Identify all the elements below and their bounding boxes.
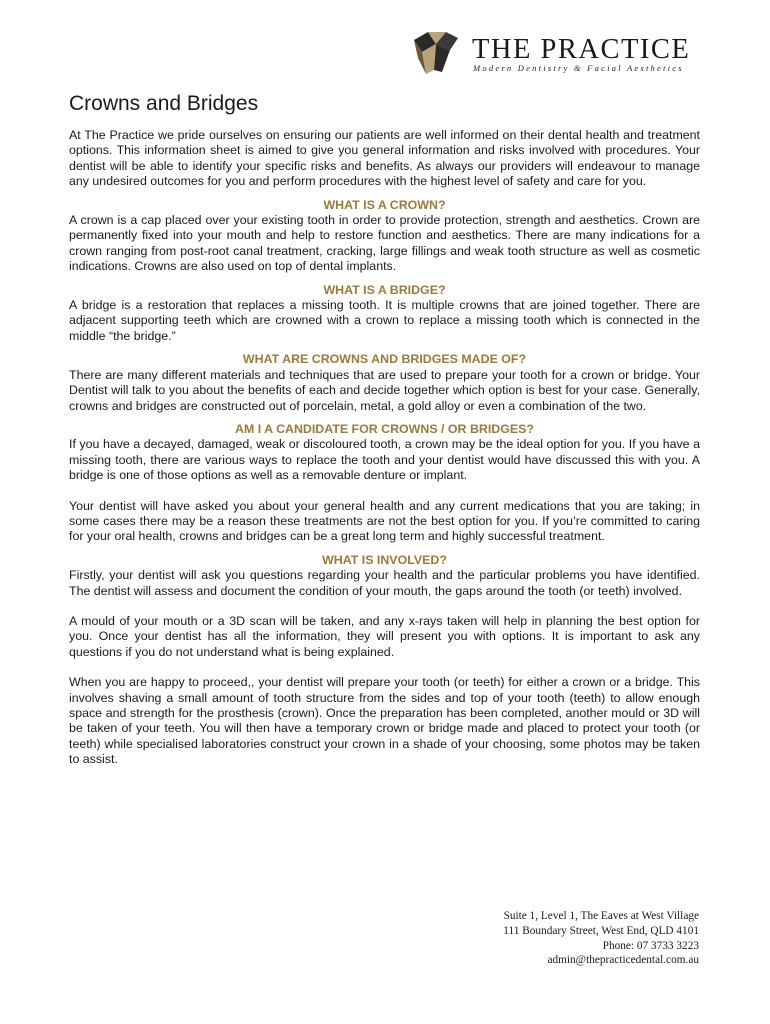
email-address: admin@thepracticedental.com.au bbox=[547, 954, 699, 967]
address-line-1: Suite 1, Level 1, The Eaves at West Village bbox=[503, 910, 699, 922]
logo-title: THE PRACTICE bbox=[472, 34, 691, 65]
section-heading-candidate: AM I A CANDIDATE FOR CROWNS / OR BRIDGES? bbox=[235, 421, 534, 436]
tooth-logo-icon bbox=[412, 30, 460, 76]
intro-paragraph: At The Practice we pride ourselves on ensuring our patients are well informed on their dental health and treatment options. This information sheet is aimed to give you general information and risks involved with procedures. Your dentist will be able to identify your specific risks and benefits. As always our providers will endeavour to manage any undesired outcomes for you and perform procedures with the highest level of safety and care for you. bbox=[69, 128, 700, 189]
section-heading-crown: WHAT IS A CROWN? bbox=[323, 197, 446, 212]
section-paragraph: Firstly, your dentist will ask you questions regarding your health and the particular problems you have identified. The dentist will assess and document the condition of your mouth, the gaps around the tooth (or teeth) involved. bbox=[69, 568, 700, 598]
practice-logo bbox=[412, 30, 712, 80]
practice-address bbox=[503, 909, 699, 968]
phone-number: Phone: 07 3733 3223 bbox=[602, 939, 699, 952]
section-heading-involved: WHAT IS INVOLVED? bbox=[322, 552, 447, 567]
section-heading-bridge: WHAT IS A BRIDGE? bbox=[323, 282, 446, 297]
document-body bbox=[69, 92, 700, 768]
section-paragraph: If you have a decayed, damaged, weak or discoloured tooth, a crown may be the ideal option for you. If you have a missing tooth, there are various ways to replace the tooth and your dentist would have discussed this with you. A bridge is one of those options as well as a removable denture or implant. bbox=[69, 437, 700, 483]
section-paragraph: A crown is a cap placed over your existing tooth in order to provide protection, strength and aesthetics. Crown are permanently fixed into your mouth and help to restore function and aesthetics. There are many indications for a crown ranging from post-root canal treatment, cracking, large fillings and weak tooth structure as well as cosmetic indications. Crowns are also used on top of dental implants. bbox=[69, 213, 700, 274]
page-title: Crowns and Bridges bbox=[69, 92, 259, 115]
section-heading-materials: WHAT ARE CROWNS AND BRIDGES MADE OF? bbox=[242, 352, 527, 367]
section-paragraph: A bridge is a restoration that replaces a missing tooth. It is multiple crowns that are joined together. There are adjacent supporting teeth which are crowned with a crown to replace a missing tooth which is connected in the middle “the bridge.” bbox=[69, 298, 700, 343]
section-paragraph: When you are happy to proceed,, your dentist will prepare your tooth (or teeth) for either a crown or a bridge. This involves shaving a small amount of tooth structure from the sides and top of your tooth (teeth) to allow enough space and strength for the prosthesis (crown). Once the preparation has been completed, another mould or 3D will be taken of your teeth. You will then have a temporary crown or bridge made and placed to protect your tooth (or teeth) while specialised laboratories construct your crown in a shade of your choosing, some photos may be taken to assist. bbox=[69, 675, 700, 767]
section-paragraph: A mould of your mouth or a 3D scan will be taken, and any x-rays taken will help in planning the best option for you. Once your dentist has all the information, they will present you with options. It is important to ask any questions if you do not understand what is being explained. bbox=[69, 613, 700, 659]
address-line-2: 111 Boundary Street, West End, QLD 4101 bbox=[503, 924, 699, 937]
logo-subtitle: Modern Dentistry & Facial Aesthetics bbox=[473, 63, 684, 73]
section-paragraph: Your dentist will have asked you about your general health and any current medications that you are taking; in some cases there may be a reason these treatments are not the best option for you. If you’re committed to caring for your oral health, crowns and bridges can be a great long term and highly successful treatment. bbox=[69, 498, 700, 544]
section-paragraph: There are many different materials and techniques that are used to prepare your tooth for a crown or bridge. Your Dentist will talk to you about the benefits of each and decide together which option is best for your case. Generally, crowns and bridges are constructed out of porcelain, metal, a gold alloy or even a combination of the two. bbox=[69, 367, 700, 413]
